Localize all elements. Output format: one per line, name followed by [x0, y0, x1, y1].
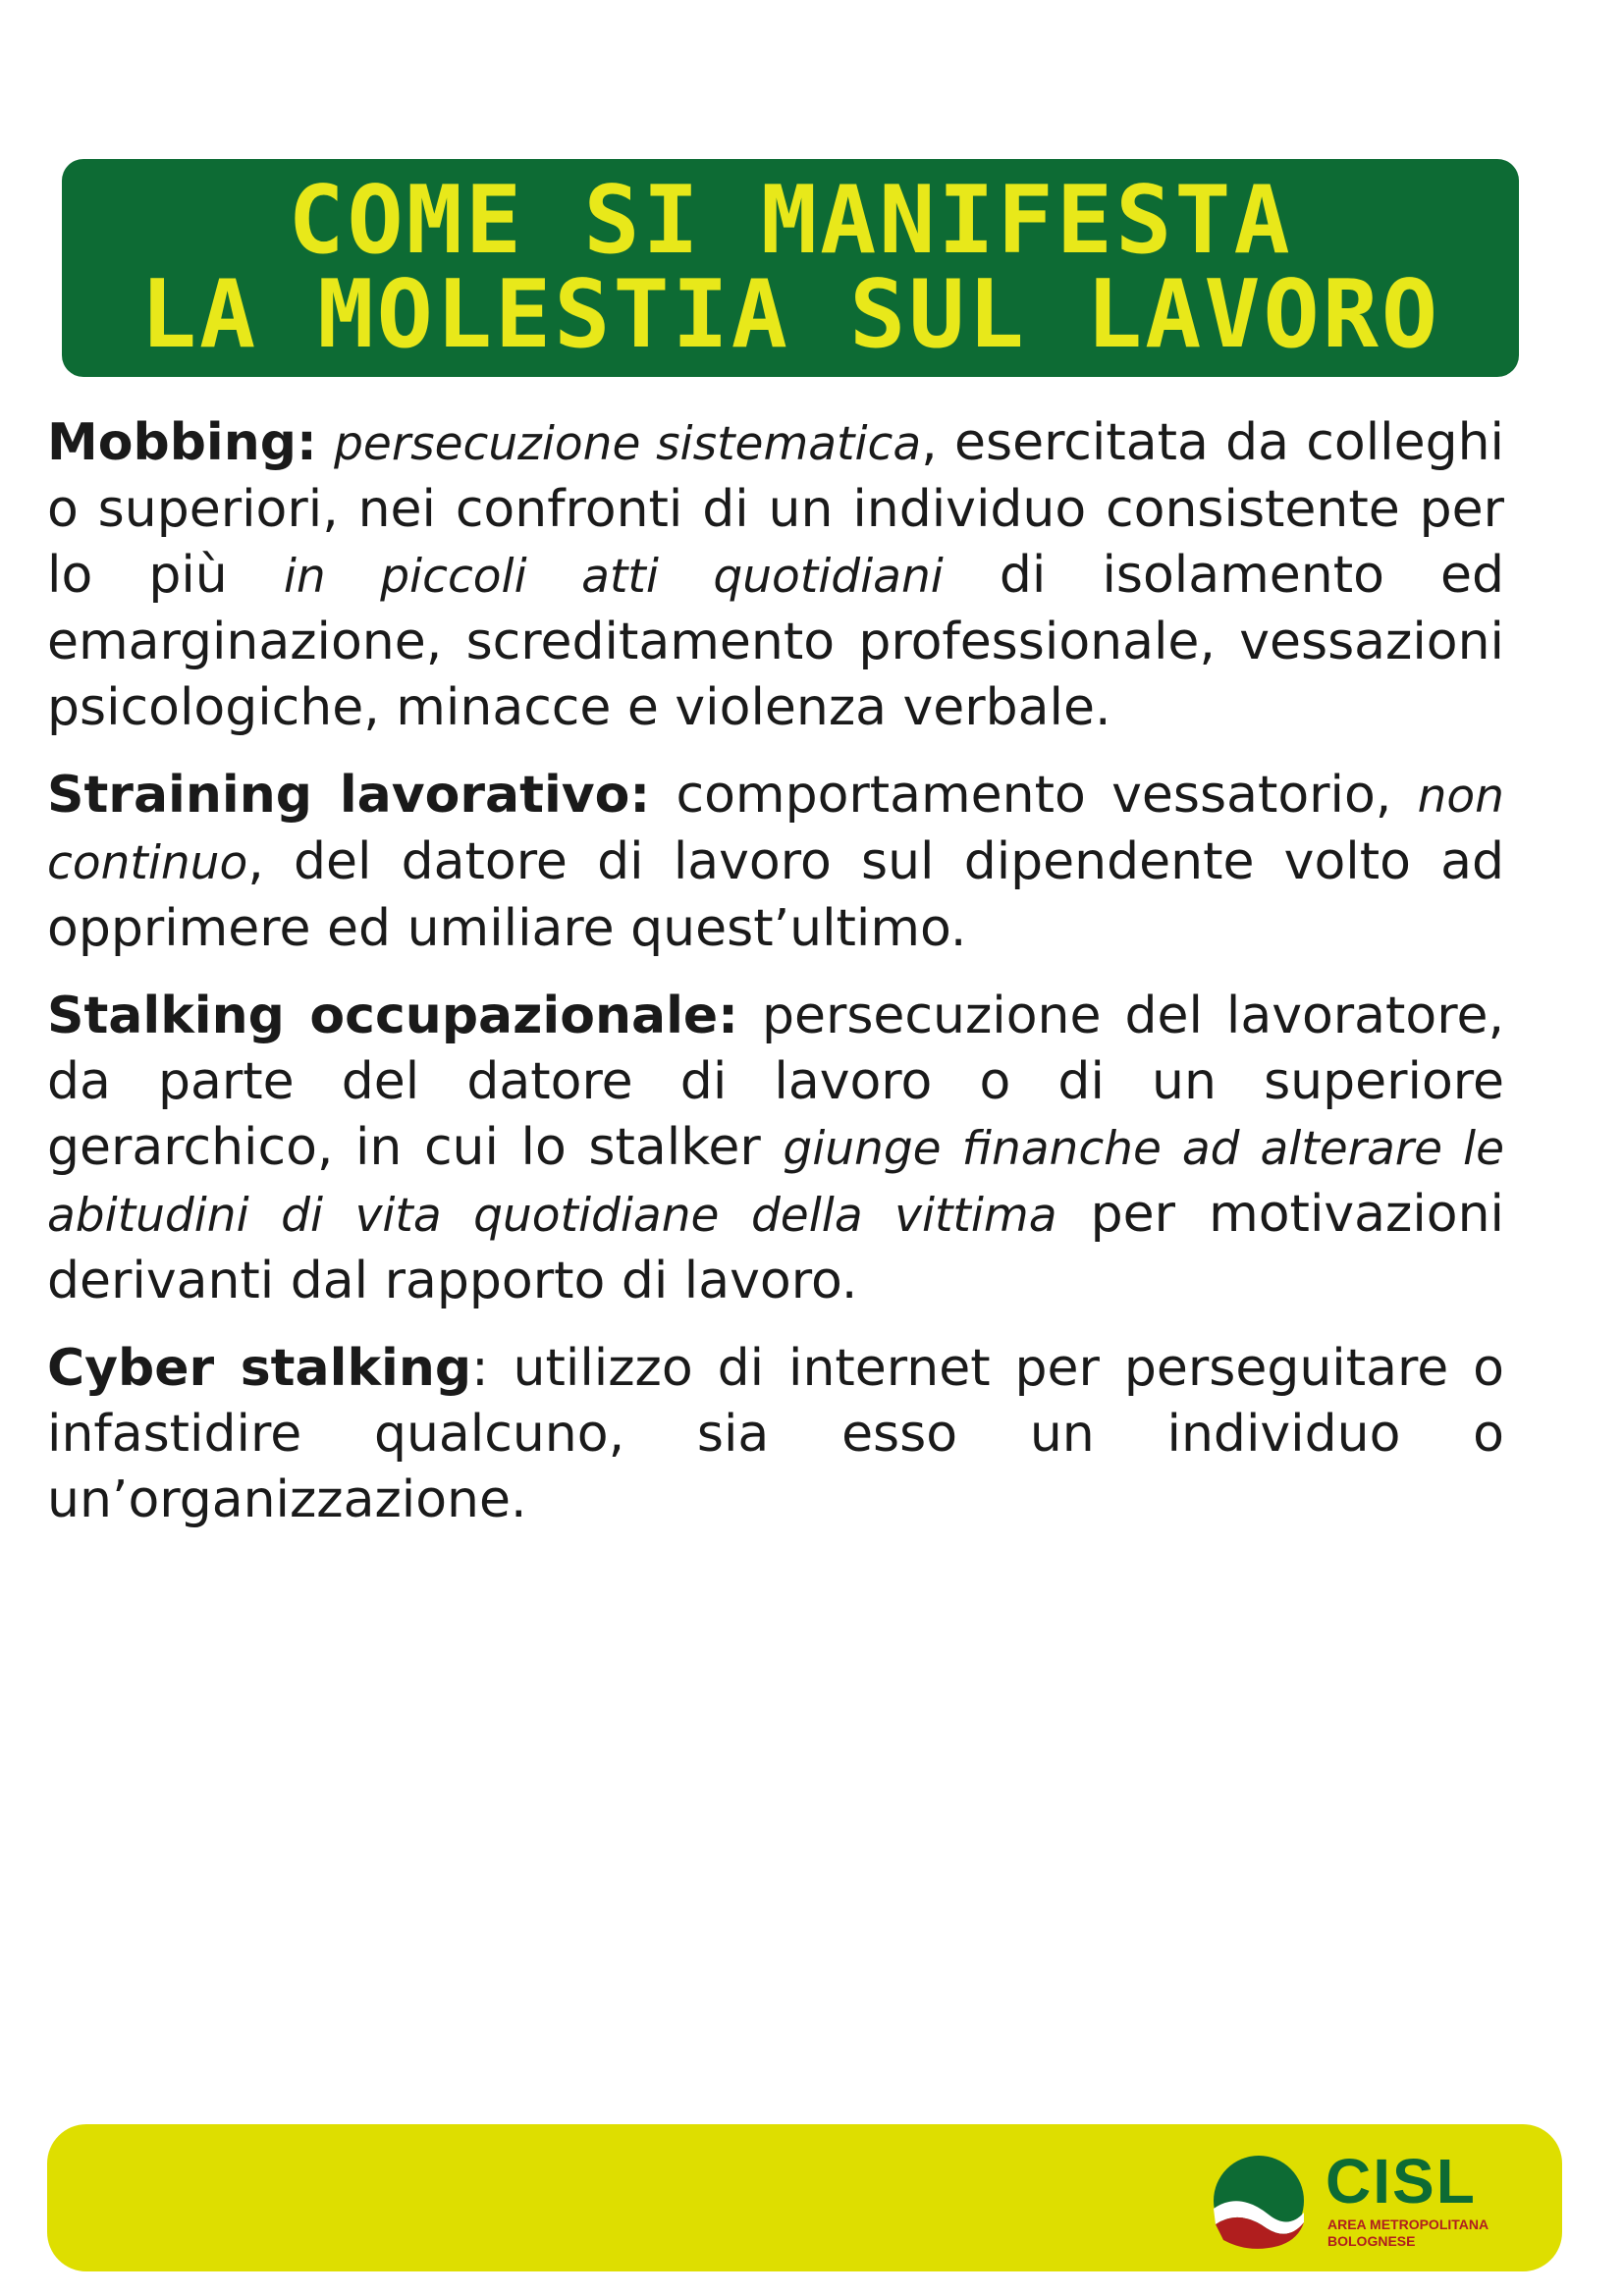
cisl-logo-subtitle	[1327, 2216, 1489, 2250]
definitions-list	[47, 410, 1504, 1555]
definition-term: Stalking occupazionale:	[47, 987, 738, 1045]
definition-text: : utilizzo di internet per perseguitare o infastidire qualcuno, sia esso un individuo o un’organizzazione.	[47, 1339, 1504, 1529]
definition-term: Straining lavorativo:	[47, 766, 651, 825]
definition-text: , del datore di lavoro sul dipendente volto ad opprimere ed umiliare quest’ultimo.	[47, 832, 1504, 958]
definition-text: per motivazioni derivanti dal rapporto di lavoro.	[47, 1185, 1504, 1310]
title-banner	[62, 159, 1519, 377]
cisl-logo-subtitle-line-2: BOLOGNESE	[1327, 2233, 1416, 2249]
definition-text: comportamento vessatorio,	[650, 766, 1418, 825]
title-line-1: COME SI MANIFESTA	[288, 167, 1293, 275]
title-line-2: LA MOLESTIA SUL LAVORO	[139, 261, 1441, 369]
cisl-logo-icon	[1210, 2152, 1308, 2250]
definition-emphasis: in piccoli atti quotidiani	[283, 550, 944, 604]
definition-cyber-stalking	[47, 1336, 1504, 1533]
definition-term: Cyber stalking	[47, 1339, 472, 1398]
cisl-logo-subtitle-line-1: AREA METROPOLITANA	[1327, 2216, 1489, 2232]
definition-emphasis: giunge finanche ad alterare le abitudini di vita quotidiane della vittima	[47, 1122, 1504, 1243]
definition-text	[317, 413, 334, 472]
definition-text: , esercitata da colleghi o superiori, nei confronti di un individuo consistente per lo più	[47, 413, 1505, 605]
definition-stalking	[47, 984, 1504, 1314]
definition-term: Mobbing:	[47, 413, 317, 472]
cisl-logo	[1210, 2146, 1534, 2258]
definition-straining	[47, 763, 1504, 962]
definition-emphasis: non continuo	[47, 770, 1504, 890]
definition-emphasis: persecuzione sistematica	[334, 417, 922, 471]
definition-text: persecuzione del lavoratore, da parte del datore di lavoro o di un superiore gerarchico, in cui lo stalker	[47, 987, 1504, 1177]
definition-mobbing	[47, 410, 1504, 741]
definition-text: di isolamento ed emarginazione, screditamento professionale, vessazioni psicologiche, minacce e violenza verbale.	[47, 546, 1505, 737]
cisl-logo-name: CISL	[1326, 2146, 1477, 2216]
